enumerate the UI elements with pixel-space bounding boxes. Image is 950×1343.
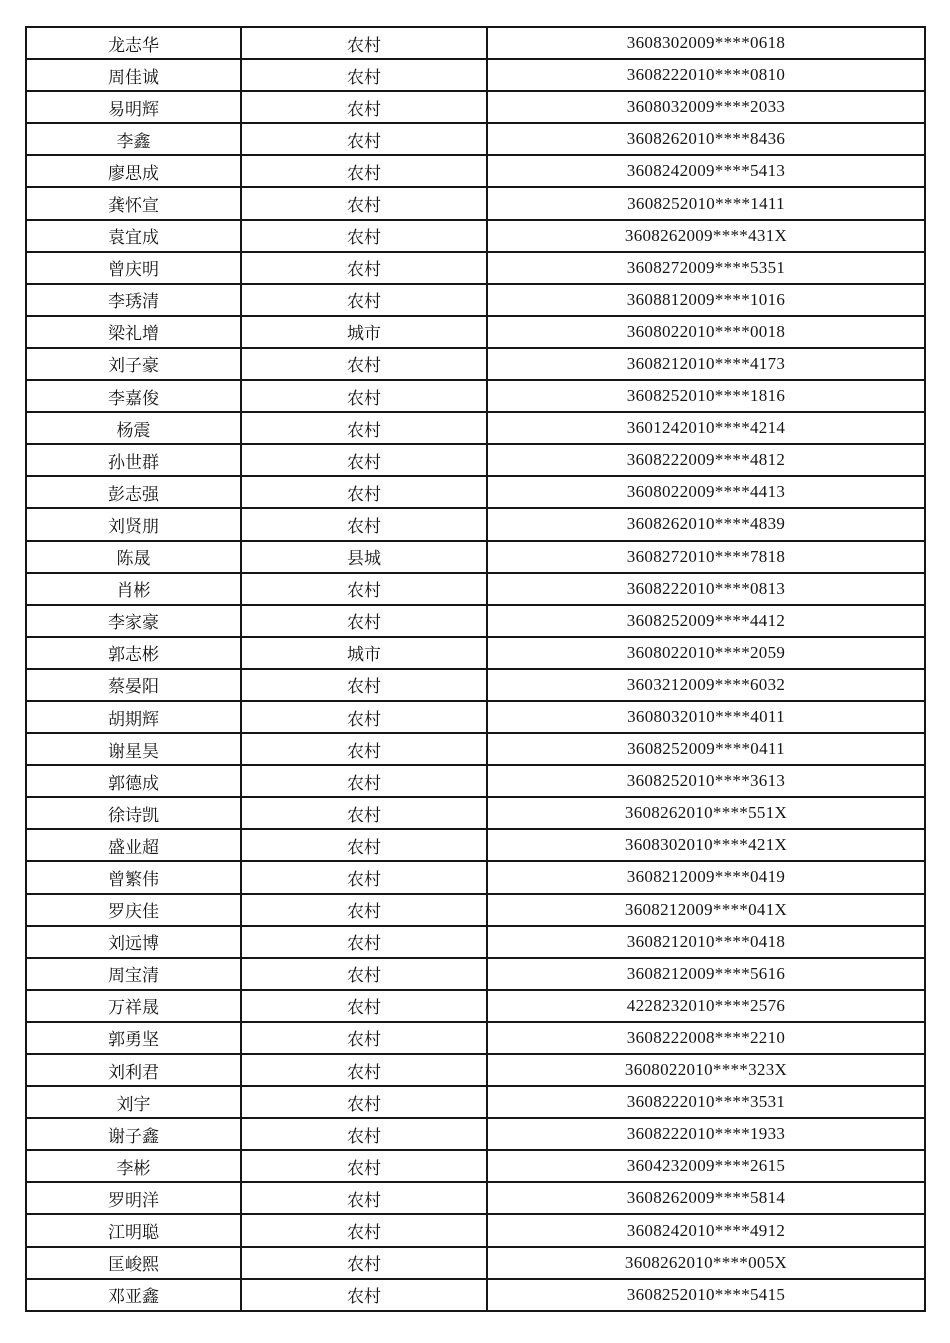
name-cell: 李嘉俊 [26, 380, 241, 412]
residence-type-cell: 农村 [241, 573, 487, 605]
table-row [26, 1086, 925, 1118]
table-row [26, 252, 925, 284]
residence-type-cell: 农村 [241, 829, 487, 861]
table-row [26, 573, 925, 605]
name-cell: 易明辉 [26, 91, 241, 123]
table-row [26, 894, 925, 926]
residence-type-cell: 农村 [241, 508, 487, 540]
table-row [26, 1022, 925, 1054]
name-cell: 蔡晏阳 [26, 669, 241, 701]
table-row [26, 1054, 925, 1086]
id-number-cell: 3608302009****0618 [487, 27, 925, 59]
name-cell: 匡峻熙 [26, 1247, 241, 1279]
id-number-cell: 3608222010****1933 [487, 1118, 925, 1150]
table-row [26, 444, 925, 476]
id-number-cell: 3608222010****0813 [487, 573, 925, 605]
id-number-cell: 3608252009****4412 [487, 605, 925, 637]
table-row [26, 91, 925, 123]
id-number-cell: 3608242010****4912 [487, 1214, 925, 1246]
name-cell: 郭勇坚 [26, 1022, 241, 1054]
name-cell: 陈晟 [26, 541, 241, 573]
id-number-cell: 4228232010****2576 [487, 990, 925, 1022]
id-number-cell: 3604232009****2615 [487, 1150, 925, 1182]
id-number-cell: 3608262010****005X [487, 1247, 925, 1279]
residence-type-cell: 农村 [241, 187, 487, 219]
name-cell: 邓亚鑫 [26, 1279, 241, 1311]
table-row [26, 59, 925, 91]
id-number-cell: 3608302010****421X [487, 829, 925, 861]
name-cell: 徐诗凯 [26, 797, 241, 829]
name-cell: 孙世群 [26, 444, 241, 476]
table-row [26, 412, 925, 444]
id-number-cell: 3608212010****4173 [487, 348, 925, 380]
residence-type-cell: 农村 [241, 1150, 487, 1182]
table-row [26, 27, 925, 59]
table-row [26, 380, 925, 412]
name-cell: 梁礼增 [26, 316, 241, 348]
name-cell: 罗庆佳 [26, 894, 241, 926]
id-number-cell: 3608272009****5351 [487, 252, 925, 284]
table-row [26, 1279, 925, 1311]
id-number-cell: 3608262010****4839 [487, 508, 925, 540]
residence-type-cell: 农村 [241, 701, 487, 733]
name-cell: 万祥晟 [26, 990, 241, 1022]
table-row [26, 1118, 925, 1150]
table-row [26, 605, 925, 637]
id-number-cell: 3608222010****0810 [487, 59, 925, 91]
id-number-cell: 3608212009****041X [487, 894, 925, 926]
table-row [26, 861, 925, 893]
name-cell: 郭志彬 [26, 637, 241, 669]
residence-type-cell: 农村 [241, 123, 487, 155]
table-row [26, 1150, 925, 1182]
residence-type-cell: 城市 [241, 637, 487, 669]
id-number-cell: 3608212009****5616 [487, 958, 925, 990]
id-number-cell: 3608022010****2059 [487, 637, 925, 669]
name-cell: 彭志强 [26, 476, 241, 508]
name-cell: 龚怀宣 [26, 187, 241, 219]
residence-type-cell: 农村 [241, 284, 487, 316]
id-number-cell: 3608212010****0418 [487, 926, 925, 958]
residence-type-cell: 农村 [241, 444, 487, 476]
id-number-cell: 3608252010****5415 [487, 1279, 925, 1311]
table-row [26, 220, 925, 252]
residence-type-cell: 农村 [241, 91, 487, 123]
id-number-cell: 3608262009****431X [487, 220, 925, 252]
name-cell: 郭德成 [26, 765, 241, 797]
table-row [26, 1214, 925, 1246]
name-cell: 李彬 [26, 1150, 241, 1182]
table-row [26, 829, 925, 861]
table-row [26, 733, 925, 765]
table-row [26, 990, 925, 1022]
name-cell: 江明聪 [26, 1214, 241, 1246]
id-number-cell: 3608272010****7818 [487, 541, 925, 573]
id-number-cell: 3608262009****5814 [487, 1182, 925, 1214]
residence-type-cell: 农村 [241, 348, 487, 380]
residence-type-cell: 农村 [241, 476, 487, 508]
name-cell: 廖思成 [26, 155, 241, 187]
table-row [26, 797, 925, 829]
name-cell: 李鑫 [26, 123, 241, 155]
name-cell: 杨震 [26, 412, 241, 444]
id-number-cell: 3608022010****0018 [487, 316, 925, 348]
name-cell: 刘子豪 [26, 348, 241, 380]
residence-type-cell: 农村 [241, 1214, 487, 1246]
id-number-cell: 3608222008****2210 [487, 1022, 925, 1054]
residence-type-cell: 农村 [241, 605, 487, 637]
residence-type-cell: 农村 [241, 1054, 487, 1086]
name-cell: 肖彬 [26, 573, 241, 605]
id-number-cell: 3601242010****4214 [487, 412, 925, 444]
name-cell: 谢星昊 [26, 733, 241, 765]
residence-type-cell: 农村 [241, 669, 487, 701]
name-cell: 李琇清 [26, 284, 241, 316]
table-row [26, 508, 925, 540]
name-cell: 谢子鑫 [26, 1118, 241, 1150]
id-number-cell: 3608242009****5413 [487, 155, 925, 187]
id-number-cell: 3603212009****6032 [487, 669, 925, 701]
id-number-cell: 3608022009****4413 [487, 476, 925, 508]
residence-type-cell: 农村 [241, 958, 487, 990]
name-cell: 刘利君 [26, 1054, 241, 1086]
name-cell: 曾庆明 [26, 252, 241, 284]
table-row [26, 476, 925, 508]
name-cell: 周宝清 [26, 958, 241, 990]
id-number-cell: 3608252009****0411 [487, 733, 925, 765]
table-body [26, 27, 925, 1311]
id-number-cell: 3608022010****323X [487, 1054, 925, 1086]
residence-type-cell: 农村 [241, 990, 487, 1022]
name-cell: 刘宇 [26, 1086, 241, 1118]
student-roster-table [25, 26, 926, 1312]
residence-type-cell: 农村 [241, 1022, 487, 1054]
table-row [26, 187, 925, 219]
id-number-cell: 3608812009****1016 [487, 284, 925, 316]
residence-type-cell: 农村 [241, 861, 487, 893]
name-cell: 龙志华 [26, 27, 241, 59]
id-number-cell: 3608252010****1816 [487, 380, 925, 412]
table-row [26, 155, 925, 187]
name-cell: 刘贤朋 [26, 508, 241, 540]
residence-type-cell: 农村 [241, 1086, 487, 1118]
name-cell: 曾繁伟 [26, 861, 241, 893]
name-cell: 胡期辉 [26, 701, 241, 733]
residence-type-cell: 农村 [241, 220, 487, 252]
residence-type-cell: 农村 [241, 252, 487, 284]
residence-type-cell: 农村 [241, 894, 487, 926]
name-cell: 周佳诚 [26, 59, 241, 91]
id-number-cell: 3608222010****3531 [487, 1086, 925, 1118]
residence-type-cell: 农村 [241, 59, 487, 91]
name-cell: 盛业超 [26, 829, 241, 861]
residence-type-cell: 农村 [241, 765, 487, 797]
name-cell: 罗明洋 [26, 1182, 241, 1214]
table-row [26, 926, 925, 958]
id-number-cell: 3608032009****2033 [487, 91, 925, 123]
table-row [26, 284, 925, 316]
residence-type-cell: 农村 [241, 733, 487, 765]
id-number-cell: 3608032010****4011 [487, 701, 925, 733]
table-row [26, 765, 925, 797]
id-number-cell: 3608252010****1411 [487, 187, 925, 219]
table-row [26, 123, 925, 155]
table-row [26, 669, 925, 701]
residence-type-cell: 农村 [241, 155, 487, 187]
table-row [26, 1247, 925, 1279]
id-number-cell: 3608262010****551X [487, 797, 925, 829]
residence-type-cell: 县城 [241, 541, 487, 573]
table-row [26, 1182, 925, 1214]
table-row [26, 637, 925, 669]
residence-type-cell: 农村 [241, 1247, 487, 1279]
id-number-cell: 3608222009****4812 [487, 444, 925, 476]
table-row [26, 348, 925, 380]
id-number-cell: 3608262010****8436 [487, 123, 925, 155]
table-row [26, 316, 925, 348]
residence-type-cell: 农村 [241, 1182, 487, 1214]
residence-type-cell: 农村 [241, 926, 487, 958]
residence-type-cell: 农村 [241, 1279, 487, 1311]
table-row [26, 701, 925, 733]
name-cell: 袁宜成 [26, 220, 241, 252]
residence-type-cell: 城市 [241, 316, 487, 348]
id-number-cell: 3608252010****3613 [487, 765, 925, 797]
id-number-cell: 3608212009****0419 [487, 861, 925, 893]
name-cell: 李家豪 [26, 605, 241, 637]
residence-type-cell: 农村 [241, 27, 487, 59]
residence-type-cell: 农村 [241, 797, 487, 829]
residence-type-cell: 农村 [241, 380, 487, 412]
table-row [26, 541, 925, 573]
residence-type-cell: 农村 [241, 1118, 487, 1150]
residence-type-cell: 农村 [241, 412, 487, 444]
table-row [26, 958, 925, 990]
name-cell: 刘远博 [26, 926, 241, 958]
